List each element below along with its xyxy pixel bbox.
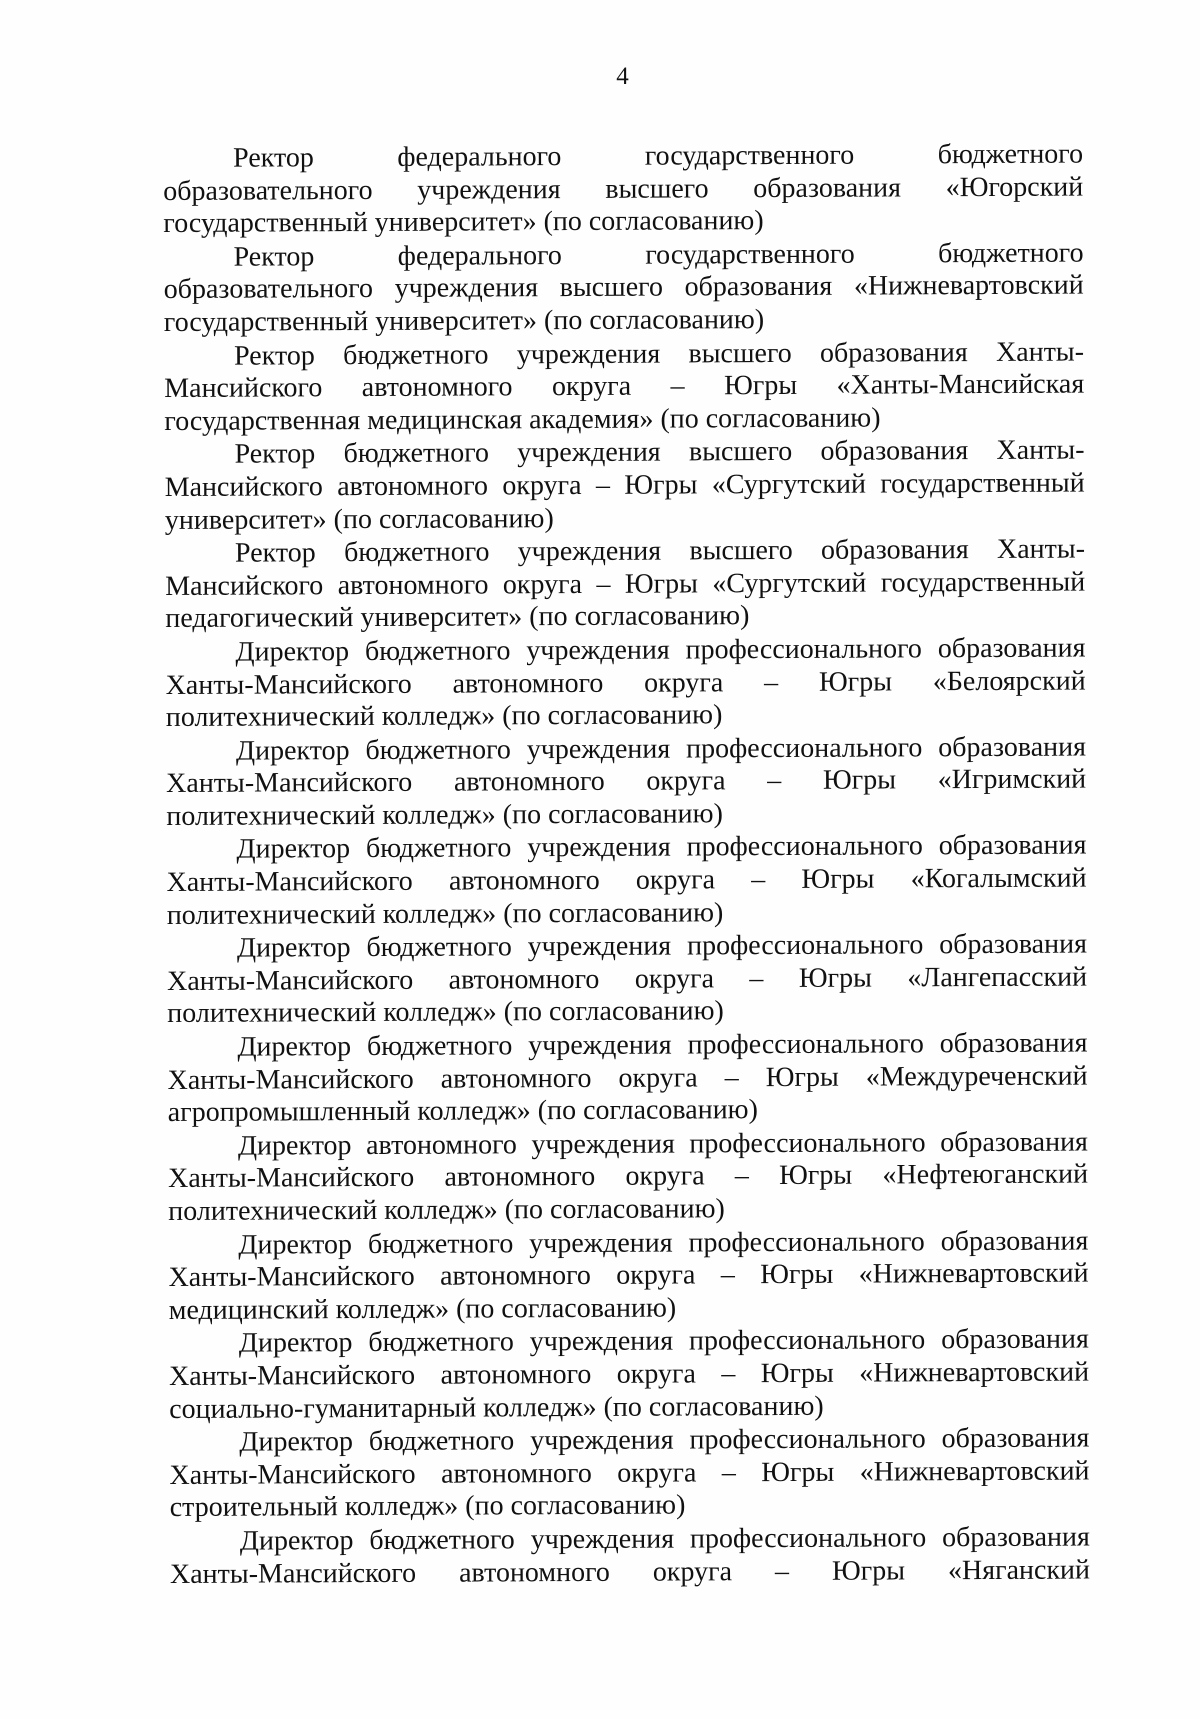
text-line: медицинский колледж» (по согласованию) bbox=[168, 1292, 677, 1326]
list-item bbox=[167, 929, 1087, 1031]
text-line: Ханты-Мансийского автономного округа – Югры «Нефтеюганский bbox=[167, 1158, 1089, 1195]
list-item bbox=[168, 1225, 1088, 1327]
list-item bbox=[164, 336, 1084, 438]
text-line: государственный университет» (по согласованию) bbox=[163, 304, 765, 338]
text-line: политехнический колледж» (по согласованию) bbox=[166, 798, 723, 832]
text-line: политехнический колледж» (по согласованию) bbox=[166, 896, 724, 931]
text-line: Директор бюджетного учреждения профессионального образования bbox=[235, 731, 1087, 767]
text-line: образовательного учреждения высшего образования «Нижневартовский bbox=[163, 269, 1084, 306]
text-line: Ханты-Мансийского автономного округа – Югры «Игримский bbox=[166, 763, 1087, 800]
text-line: Директор бюджетного учреждения профессионального образования bbox=[239, 1422, 1090, 1458]
text-line: Ректор бюджетного учреждения высшего образования Ханты- bbox=[233, 336, 1085, 372]
text-line: Мансийского автономного округа – Югры «Ханты-Мансийская bbox=[164, 368, 1085, 405]
text-line: строительный колледж» (по согласованию) bbox=[169, 1489, 686, 1524]
text-line: Директор бюджетного учреждения профессионального образования bbox=[235, 632, 1086, 668]
text-line: Ханты-Мансийского автономного округа – Югры «Нижневартовский bbox=[168, 1257, 1089, 1294]
text-line: Ректор федерального государственного бюджетного bbox=[233, 237, 1084, 273]
list-item bbox=[166, 731, 1086, 833]
text-line: государственный университет» (по согласованию) bbox=[163, 205, 764, 240]
text-line: политехнический колледж» (по согласованию) bbox=[168, 1193, 725, 1227]
text-line: Ректор бюджетного учреждения высшего образования Ханты- bbox=[234, 434, 1085, 470]
list-item bbox=[163, 237, 1083, 339]
text-line: Ханты-Мансийского автономного округа – Югры «Белоярский bbox=[165, 664, 1086, 701]
list-item bbox=[169, 1324, 1089, 1426]
text-line: Ханты-Мансийского автономного округа – Югры «Нижневартовский bbox=[168, 1356, 1090, 1392]
list-item bbox=[168, 1126, 1088, 1228]
text-line: политехнический колледж» (по согласованию) bbox=[165, 699, 723, 734]
list-item bbox=[170, 1521, 1090, 1591]
text-line: Ханты-Мансийского автономного округа – Югры «Лангепасский bbox=[167, 961, 1088, 997]
text-line: Ректор бюджетного учреждения высшего образования Ханты- bbox=[234, 533, 1086, 569]
text-line: Директор бюджетного учреждения профессионального образования bbox=[239, 1521, 1090, 1557]
list-item bbox=[165, 534, 1085, 636]
text-line: Директор бюджетного учреждения профессионального образования bbox=[238, 1323, 1089, 1360]
page-number: 4 bbox=[616, 63, 629, 90]
document-body bbox=[163, 139, 1090, 1593]
text-line: Ханты-Мансийского автономного округа – Югры «Нижневартовский bbox=[169, 1455, 1090, 1491]
text-line: Директор бюджетного учреждения профессионального образования bbox=[236, 829, 1087, 866]
text-line: Директор бюджетного учреждения профессионального образования bbox=[238, 1225, 1089, 1261]
list-item bbox=[164, 435, 1084, 537]
list-item bbox=[169, 1423, 1089, 1525]
text-line: Ханты-Мансийского автономного округа – Югры «Когалымский bbox=[166, 862, 1087, 899]
text-line: Мансийского автономного округа – Югры «Сургутский государственный bbox=[164, 467, 1085, 503]
text-line: педагогический университет» (по согласованию) bbox=[165, 600, 750, 635]
text-line: Директор автономного учреждения профессионального образования bbox=[237, 1126, 1088, 1162]
list-item bbox=[167, 1028, 1087, 1130]
text-line: Мансийского автономного округа – Югры «Сургутский государственный bbox=[165, 566, 1086, 602]
text-line: Директор бюджетного учреждения профессионального образования bbox=[237, 1027, 1088, 1063]
text-line: социально-гуманитарный колледж» (по согласованию) bbox=[169, 1390, 824, 1425]
text-line: университет» (по согласованию) bbox=[164, 502, 554, 536]
text-line: государственная медицинская академия» (по согласованию) bbox=[164, 402, 881, 437]
text-line: агропромышленный колледж» (по согласованию) bbox=[167, 1094, 758, 1129]
text-line: Ханты-Мансийского автономного округа – Югры «Междуреченский bbox=[167, 1060, 1088, 1096]
text-line: Ханты-Мансийского автономного округа – Югры «Няганский bbox=[169, 1554, 1091, 1590]
list-item bbox=[166, 830, 1086, 932]
text-line: Ректор федерального государственного бюджетного bbox=[232, 138, 1084, 174]
list-item bbox=[165, 632, 1085, 734]
text-line: Директор бюджетного учреждения профессионального образования bbox=[236, 928, 1088, 964]
text-line: политехнический колледж» (по согласованию) bbox=[167, 995, 724, 1030]
list-item bbox=[163, 139, 1083, 241]
text-line: образовательного учреждения высшего образования «Югорский bbox=[163, 171, 1084, 207]
